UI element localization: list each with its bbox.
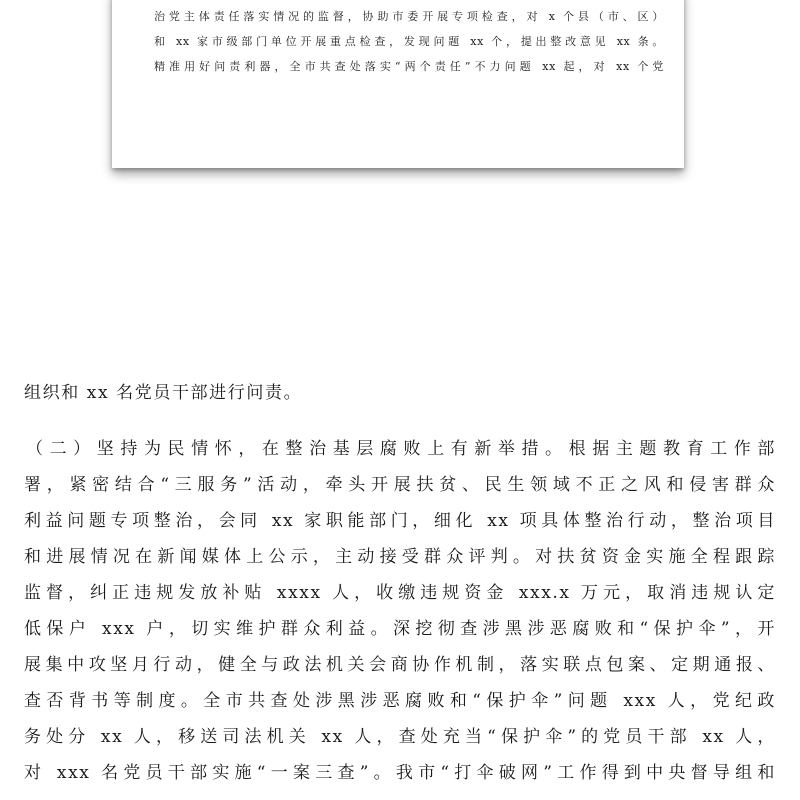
embedded-document-card — [112, 0, 684, 168]
paragraph-line: 对 xxx 名党员干部实施“一案三查”。我市“打伞破网”工作得到中央督导组和 — [24, 763, 776, 783]
tail-line: 组织和 xx 名党员干部进行问责。 — [24, 383, 303, 403]
paragraph-line: 监督，纠正违规发放补贴 xxxx 人，收缴违规资金 xxx.x 万元，取消违规认定 — [24, 583, 776, 603]
paragraph-line: 和进展情况在新闻媒体上公示，主动接受群众评判。对扶贫资金实施全程跟踪 — [24, 547, 776, 567]
card-line: 精准用好问责利器，全市共查处落实“两个责任”不力问题 xx 起，对 xx 个党 — [154, 60, 664, 73]
previous-paragraph-tail — [24, 375, 776, 411]
paragraph-line: 利益问题专项整治，会同 xx 家职能部门，细化 xx 项具体整治行动，整治项目 — [24, 511, 776, 531]
paragraph-line: 署，紧密结合“三服务”活动，牵头开展扶贫、民生领域不正之风和侵害群众 — [24, 475, 776, 495]
card-text — [154, 4, 664, 79]
paragraph-line: 展集中攻坚月行动，健全与政法机关会商协作机制，落实联点包案、定期通报、 — [24, 655, 776, 675]
paragraph-line: 查否背书等制度。全市共查处涉黑涉恶腐败和“保护伞”问题 xxx 人，党纪政 — [24, 691, 776, 711]
card-line: 和 xx 家市级部门单位开展重点检查，发现问题 xx 个，提出整改意见 xx 条。 — [154, 35, 664, 48]
card-line: 治党主体责任落实情况的监督，协助市委开展专项检查，对 x 个县（市、区） — [154, 10, 664, 23]
paragraph-line: 低保户 xxx 户，切实维护群众利益。深挖彻查涉黑涉恶腐败和“保护伞”，开 — [24, 619, 776, 639]
paragraph-line: 务处分 xx 人，移送司法机关 xx 人，查处充当“保护伞”的党员干部 xx 人， — [24, 727, 776, 747]
paragraph-line: （二）坚持为民情怀，在整治基层腐败上有新举措。根据主题教育工作部 — [26, 439, 776, 459]
body-paragraph — [24, 431, 776, 791]
